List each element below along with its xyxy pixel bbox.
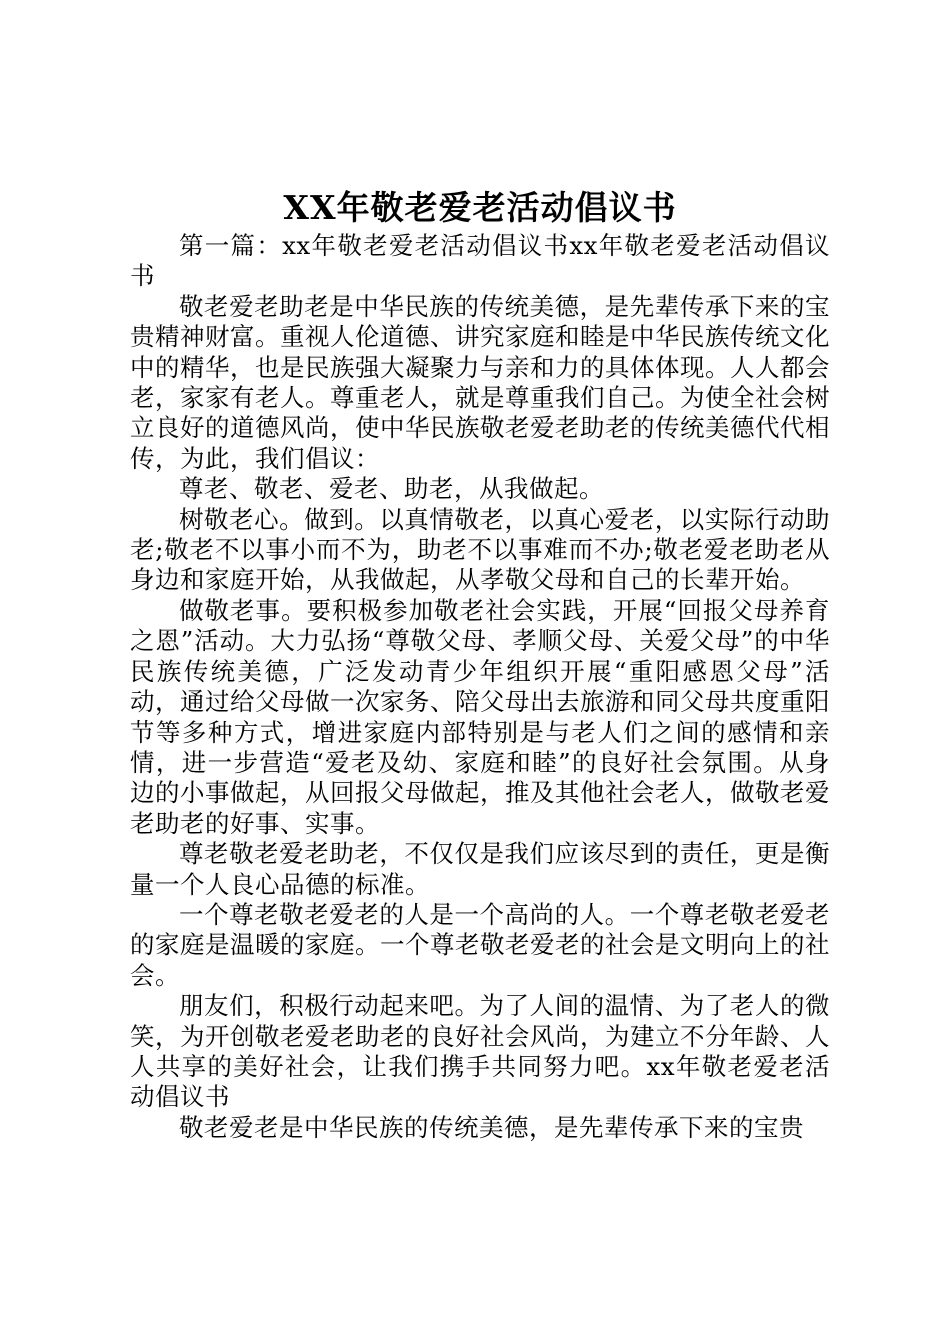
paragraph-heading-line: 第一篇：xx年敬老爱老活动倡议书xx年敬老爱老活动倡议书 xyxy=(130,231,830,291)
document-page xyxy=(130,188,830,1143)
paragraph-responsibility: 尊老敬老爱老助老，不仅仅是我们应该尽到的责任，更是衡量一个人良心品德的标准。 xyxy=(130,839,830,899)
paragraph-motto: 尊老、敬老、爱老、助老，从我做起。 xyxy=(179,474,604,504)
document-title: XX年敬老爱老活动倡议书 xyxy=(283,188,677,227)
paragraph-respect-deeds: 做敬老事。要积极参加敬老社会实践，开展“回报父母养育之恩”活动。大力弘扬“尊敬父母、孝顺父母、关爱父母”的中华民族传统美德，广泛发动青少年组织开展“重阳感恩父母”活动，通过给父母做一次家务、陪父母出去旅游和同父母共度重阳节等多种方式，增进家庭内部特别是与老人们之间的感情和亲情，进一步营造“爱老及幼、家庭和睦”的良好社会氛围。从身边的小事做起，从回报父母做起，推及其他社会老人，做敬老爱老助老的好事、实事。 xyxy=(130,595,830,838)
paragraph-call-to-action: 朋友们，积极行动起来吧。为了人间的温情、为了老人的微笑，为开创敬老爱老助老的良好社会风尚，为建立不分年龄、人人共享的美好社会，让我们携手共同努力吧。xx年敬老爱老活动倡议书 xyxy=(130,991,830,1112)
paragraph-intro: 敬老爱老助老是中华民族的传统美德，是先辈传承下来的宝贵精神财富。重视人伦道德、讲究家庭和睦是中华民族传统文化中的精华，也是民族强大凝聚力与亲和力的具体体现。人人都会老，家家有老人。尊重老人，就是尊重我们自己。为使全社会树立良好的道德风尚，使中华民族敬老爱老助老的传统美德代代相传，为此，我们倡议： xyxy=(130,291,830,473)
paragraph-continuation: 敬老爱老是中华民族的传统美德，是先辈传承下来的宝贵 xyxy=(179,1112,804,1142)
paragraph-noble: 一个尊老敬老爱老的人是一个高尚的人。一个尊老敬老爱老的家庭是温暖的家庭。一个尊老敬老爱老的社会是文明向上的社会。 xyxy=(130,899,830,990)
paragraph-respect-heart: 树敬老心。做到。以真情敬老，以真心爱老，以实际行动助老;敬老不以事小而不为，助老不以事难而不办;敬老爱老助老从身边和家庭开始，从我做起，从孝敬父母和自己的长辈开始。 xyxy=(130,504,830,595)
